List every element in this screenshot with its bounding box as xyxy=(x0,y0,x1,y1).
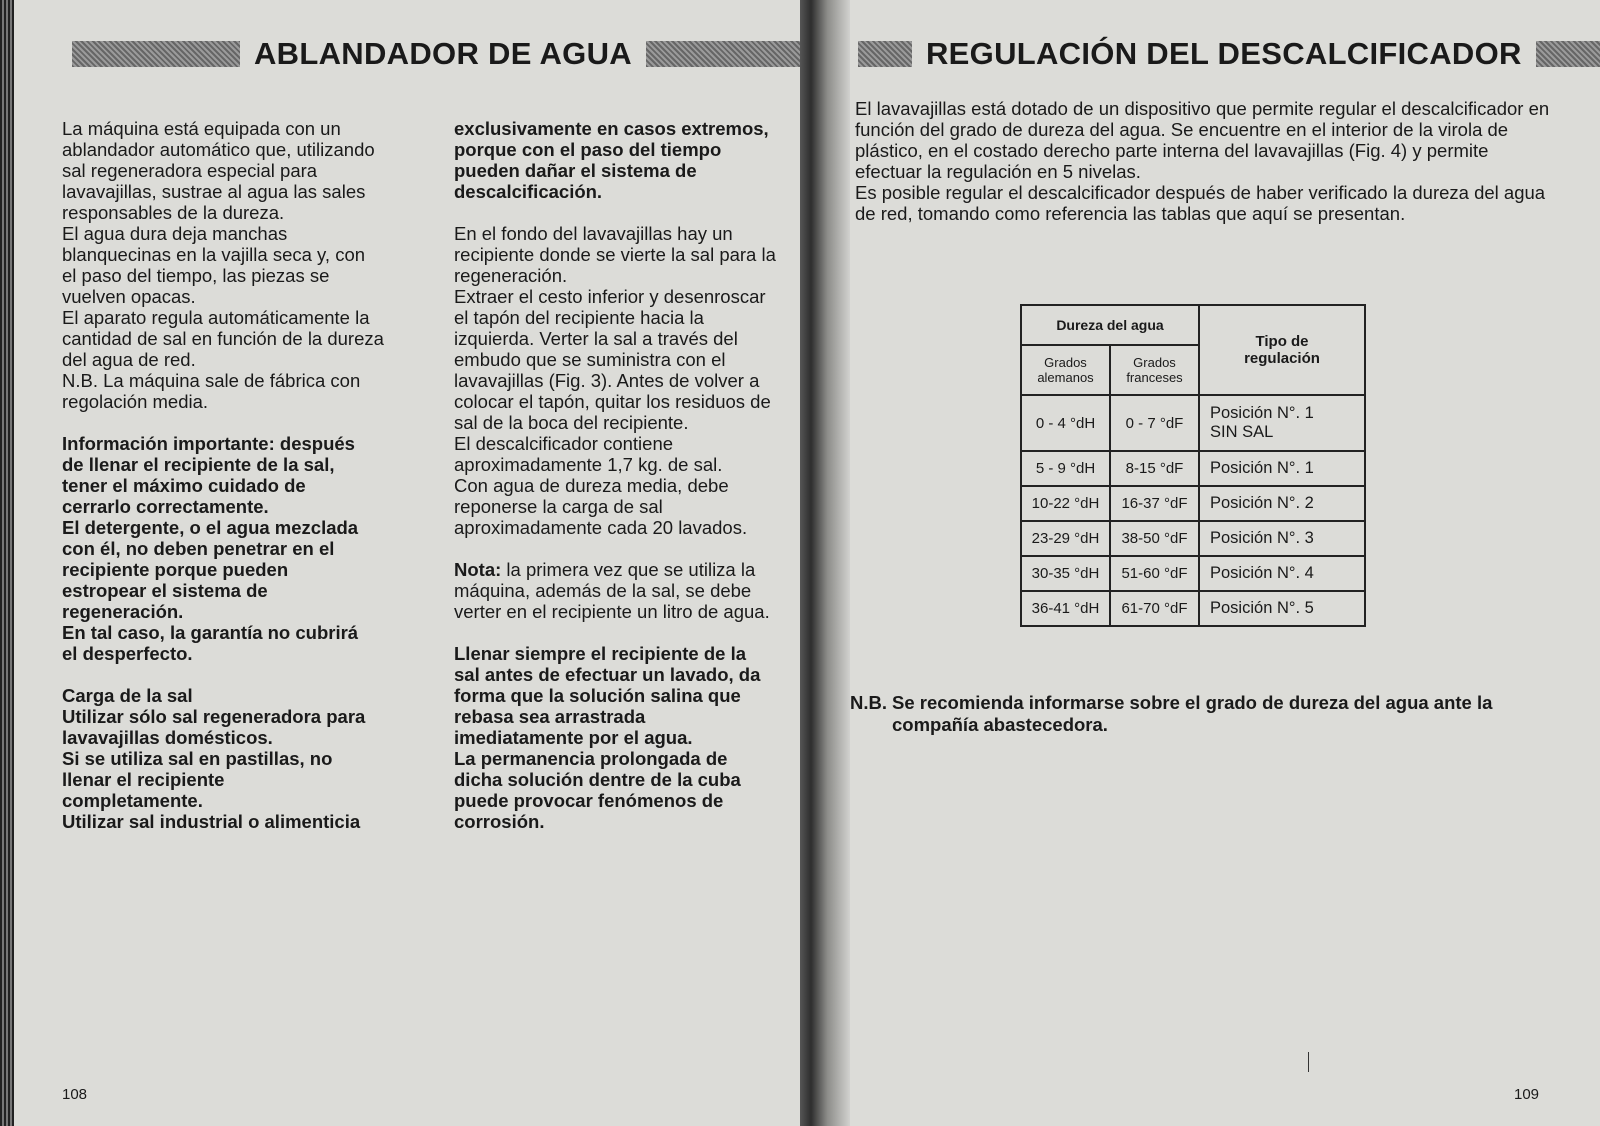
text-line: Carga de la sal xyxy=(62,685,193,706)
text-line: Utilizar sólo sal regeneradora para xyxy=(62,706,366,727)
cell-grados-df: 8-15 °dF xyxy=(1110,451,1199,486)
cell-grados-df: 51-60 °dF xyxy=(1110,556,1199,591)
text-line: función del grado de dureza del agua. Se encuentre en el interior de la virola de xyxy=(855,119,1509,140)
text-line: dicha solución dentre de la cuba xyxy=(454,769,741,790)
text-line: rebasa sea arrastrada xyxy=(454,706,646,727)
text-line: Llenar siempre el recipiente de la xyxy=(454,643,747,664)
nb-line: compañía abastecedora. xyxy=(892,714,1108,735)
text-line: puede provocar fenómenos de xyxy=(454,790,724,811)
table-row xyxy=(1021,591,1365,626)
text-line: Extraer el cesto inferior y desenroscar xyxy=(454,286,766,307)
col2-final-warning xyxy=(454,643,794,832)
nb-label: N.B. xyxy=(850,692,887,713)
nota-line: la primera vez que se utiliza la xyxy=(501,559,756,580)
posicion-text: Posición N°. 1 xyxy=(1210,404,1314,422)
text-line: de red, tomando como referencia las tablas que aquí se presentan. xyxy=(855,203,1406,224)
text-line: llenar el recipiente xyxy=(62,769,225,790)
header-tipo xyxy=(1199,305,1365,395)
text-line: tener el máximo cuidado de xyxy=(62,475,306,496)
left-column-1 xyxy=(62,118,422,832)
text-line: Si se utiliza sal en pastillas, no xyxy=(62,748,333,769)
text-line: El descalcificador contiene xyxy=(454,433,674,454)
text-line: reponerse la carga de sal xyxy=(454,496,663,517)
text-line: En el fondo del lavavajillas hay un xyxy=(454,223,733,244)
nota-label: Nota: xyxy=(454,559,502,580)
page-edge xyxy=(0,0,14,1126)
cell-posicion xyxy=(1199,521,1365,556)
text-line: lavavajillas, sustrae al agua las sales xyxy=(62,181,366,202)
text-line: En tal caso, la garantía no cubrirá xyxy=(62,622,359,643)
text-line: estropear el sistema de xyxy=(62,580,268,601)
text-line: El aparato regula automáticamente la xyxy=(62,307,370,328)
cell-grados-df: 38-50 °dF xyxy=(1110,521,1199,556)
text-line: ablandador automático que, utilizando xyxy=(62,139,375,160)
nb-line: Se recomienda informarse sobre el grado de dureza del agua ante la xyxy=(892,692,1493,713)
water-hardness-table xyxy=(1020,304,1366,627)
cell-grados-dh: 5 - 9 °dH xyxy=(1021,451,1110,486)
text-line: colocar el tapón, quitar los residuos de xyxy=(454,391,771,412)
col1-paragraphs xyxy=(62,118,422,412)
text-line: La permanencia prolongada de xyxy=(454,748,728,769)
text-line: de llenar el recipiente de la sal, xyxy=(62,454,335,475)
nota-block xyxy=(454,559,794,622)
text-line: porque con el paso del tiempo xyxy=(454,139,722,160)
text-line: con él, no deben penetrar en el xyxy=(62,538,335,559)
table-row xyxy=(1021,395,1365,451)
text-line: El agua dura deja manchas xyxy=(62,223,288,244)
page-number-right: 109 xyxy=(1514,1086,1540,1103)
table-row xyxy=(1021,521,1365,556)
text-line: lavavajillas (Fig. 3). Antes de volver a xyxy=(454,370,760,391)
posicion-text: Posición N°. 4 xyxy=(1210,564,1314,582)
header-tipo-line: Tipo de xyxy=(1255,333,1309,350)
cell-grados-df: 16-37 °dF xyxy=(1110,486,1199,521)
posicion-text: Posición N°. 1 xyxy=(1210,459,1314,477)
text-line: imediatamente por el agua. xyxy=(454,727,693,748)
text-line: sal de la boca del recipiente. xyxy=(454,412,689,433)
text-line: descalcificación. xyxy=(454,181,603,202)
cell-posicion xyxy=(1199,451,1365,486)
table-row xyxy=(1021,486,1365,521)
text-line: vuelven opacas. xyxy=(62,286,196,307)
text-line: aproximadamente cada 20 lavados. xyxy=(454,517,748,538)
text-line: forma que la solución salina que xyxy=(454,685,741,706)
header-grados-alemanes xyxy=(1021,345,1110,395)
posicion-text: Posición N°. 3 xyxy=(1210,529,1314,547)
text-line: recipiente donde se vierte la sal para la xyxy=(454,244,776,265)
text-line: lavavajillas domésticos. xyxy=(62,727,273,748)
header-bar-left xyxy=(72,41,240,67)
text-line: responsables de la dureza. xyxy=(62,202,285,223)
right-page-title: REGULACIÓN DEL DESCALCIFICADOR xyxy=(926,36,1522,71)
text-line: del agua de red. xyxy=(62,349,196,370)
table-body xyxy=(1021,395,1365,626)
text-line: regolación media. xyxy=(62,391,209,412)
margin-mark xyxy=(1308,1052,1309,1072)
left-header xyxy=(72,36,814,72)
cell-posicion xyxy=(1199,591,1365,626)
text-line: Con agua de dureza media, debe xyxy=(454,475,729,496)
sub-header-line: Grados xyxy=(1044,355,1087,370)
sub-header-line: Grados xyxy=(1133,355,1176,370)
header-bar-right xyxy=(1536,41,1600,67)
text-line: embudo que se suministra con el xyxy=(454,349,726,370)
text-line: efectuar la regulación en 5 nivelas. xyxy=(855,161,1141,182)
text-line: corrosión. xyxy=(454,811,545,832)
col2-paragraphs xyxy=(454,223,794,538)
posicion-extra: SIN SAL xyxy=(1210,423,1274,441)
text-line: regeneración. xyxy=(62,601,184,622)
text-line: N.B. La máquina sale de fábrica con xyxy=(62,370,361,391)
nota-line: máquina, además de la sal, se debe xyxy=(454,580,752,601)
header-grados-franceses xyxy=(1110,345,1199,395)
left-column-2 xyxy=(454,118,794,832)
header-dureza: Dureza del agua xyxy=(1021,305,1199,345)
text-line: plástico, en el costado derecho parte interna del lavavajillas (Fig. 4) y permite xyxy=(855,140,1489,161)
header-bar-right xyxy=(646,41,814,67)
text-line: pueden dañar el sistema de xyxy=(454,160,697,181)
text-line: el paso del tiempo, las piezas se xyxy=(62,265,330,286)
text-line: Información importante: después xyxy=(62,433,355,454)
text-line: exclusivamente en casos extremos, xyxy=(454,118,769,139)
text-line: recipiente porque pueden xyxy=(62,559,289,580)
cell-posicion xyxy=(1199,486,1365,521)
text-line: completamente. xyxy=(62,790,203,811)
right-intro-text xyxy=(855,98,1560,224)
book-gutter xyxy=(800,0,850,1126)
text-line: Utilizar sal industrial o alimenticia xyxy=(62,811,361,832)
text-line: regeneración. xyxy=(454,265,568,286)
text-line: el tapón del recipiente hacia la xyxy=(454,307,704,328)
text-line: izquierda. Verter la sal a través del xyxy=(454,328,738,349)
left-page-title: ABLANDADOR DE AGUA xyxy=(254,36,632,71)
text-line: cerrarlo correctamente. xyxy=(62,496,269,517)
cell-grados-dh: 30-35 °dH xyxy=(1021,556,1110,591)
text-line: Es posible regular el descalcificador después de haber verificado la dureza del agua xyxy=(855,182,1546,203)
cell-grados-dh: 36-41 °dH xyxy=(1021,591,1110,626)
text-line: sal regeneradora especial para xyxy=(62,160,318,181)
text-line: cantidad de sal en función de la dureza xyxy=(62,328,384,349)
cell-grados-df: 61-70 °dF xyxy=(1110,591,1199,626)
text-line: La máquina está equipada con un xyxy=(62,118,341,139)
cell-grados-df: 0 - 7 °dF xyxy=(1110,395,1199,451)
text-line: sal antes de efectuar un lavado, da xyxy=(454,664,761,685)
text-line: el desperfecto. xyxy=(62,643,193,664)
text-line: blanquecinas en la vajilla seca y, con xyxy=(62,244,366,265)
text-line: aproximadamente 1,7 kg. de sal. xyxy=(454,454,723,475)
right-header xyxy=(858,36,1600,72)
nota-line: verter en el recipiente un litro de agua. xyxy=(454,601,770,622)
page-number-left: 108 xyxy=(62,1086,88,1103)
important-info xyxy=(62,433,422,664)
text-line: El detergente, o el agua mezclada xyxy=(62,517,359,538)
header-bar-left xyxy=(858,41,912,67)
posicion-text: Posición N°. 5 xyxy=(1210,599,1314,617)
text-line: El lavavajillas está dotado de un dispositivo que permite regular el descalcificador en xyxy=(855,98,1550,119)
carga-de-la-sal xyxy=(62,685,422,832)
col2-warning xyxy=(454,118,794,202)
sub-header-line: alemanos xyxy=(1037,370,1094,385)
table-row xyxy=(1021,556,1365,591)
cell-grados-dh: 0 - 4 °dH xyxy=(1021,395,1110,451)
cell-grados-dh: 10-22 °dH xyxy=(1021,486,1110,521)
cell-posicion xyxy=(1199,395,1365,451)
nb-note xyxy=(850,692,1570,736)
cell-grados-dh: 23-29 °dH xyxy=(1021,521,1110,556)
posicion-text: Posición N°. 2 xyxy=(1210,494,1314,512)
sub-header-line: franceses xyxy=(1126,370,1183,385)
table-row xyxy=(1021,451,1365,486)
cell-posicion xyxy=(1199,556,1365,591)
header-tipo-line: regulación xyxy=(1244,350,1320,367)
